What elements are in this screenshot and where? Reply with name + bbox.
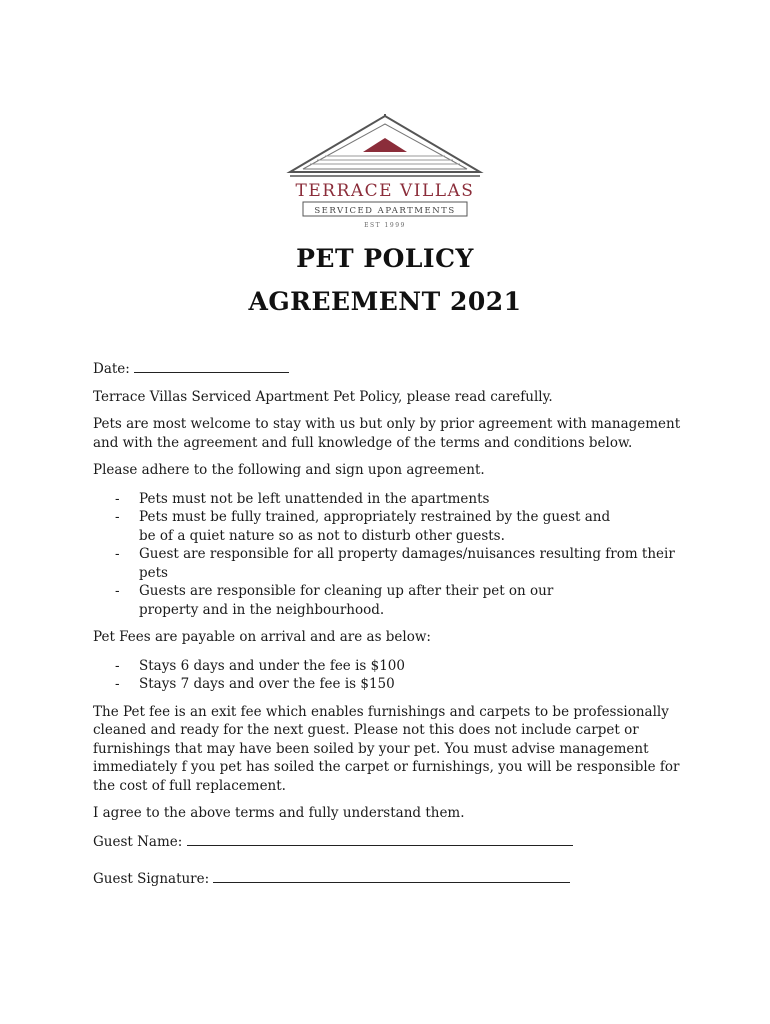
list-item: - Stays 6 days and under the fee is $100 [115,657,405,674]
guest-signature-field[interactable] [213,869,570,883]
guest-signature-label: Guest Signature: [93,871,210,887]
guest-name-row [93,832,693,852]
fees-intro-text: Pet Fees are payable on arrival and are as below: [93,629,431,645]
list-item: - Pets must not be left unattended in the apartments [115,490,490,507]
intro-text: Terrace Villas Serviced Apartment Pet Policy, please read carefully. [93,388,553,405]
date-field[interactable] [134,359,289,373]
list-item: - Stays 7 days and over the fee is $150 [115,676,395,692]
agree-text: I agree to the above terms and fully understand them. [93,805,465,821]
list-item: - Pets must be fully trained, appropriately restrained by the guest and be of a quiet nature so as not to disturb other guests. [115,509,611,544]
page-title-line1: PET POLICY [296,244,474,273]
logo-name: TERRACE VILLAS [295,181,475,201]
welcome-text: Pets are most welcome to stay with us but only by prior agreement with management and with the agreement and full knowledge of the terms and conditions below. [93,416,681,451]
adhere-text: Please adhere to the following and sign upon agreement. [93,462,485,478]
date-row [93,359,693,379]
date-label: Date: [93,361,130,377]
fees-list [93,657,693,694]
guest-signature-row [93,869,693,889]
rules-list [93,490,693,620]
list-item: - Guests are responsible for cleaning up after their pet on our property and in the neighbourhood. [115,583,554,618]
guest-name-label: Guest Name: [93,833,183,850]
logo-subtitle: SERVICED APARTMENTS [314,206,456,216]
agreement-body [93,359,693,898]
terrace-villas-logo [285,114,485,232]
page-title-line2: AGREEMENT 2021 [248,287,522,316]
exit-fee-text: The Pet fee is an exit fee which enables furnishings and carpets to be professionally cleaned and ready for the next guest. Please not this does not include carpet or furnishings that may have been soiled by your pet. You must advise management immediately f you pet has soiled the carpet or furnishings, you will be responsible for the cost of full replacement. [93,703,680,794]
logo-est: EST 1999 [364,222,406,229]
guest-name-field[interactable] [187,832,573,846]
list-item: - Guest are responsible for all property damages/nuisances resulting from their pets [115,546,675,581]
